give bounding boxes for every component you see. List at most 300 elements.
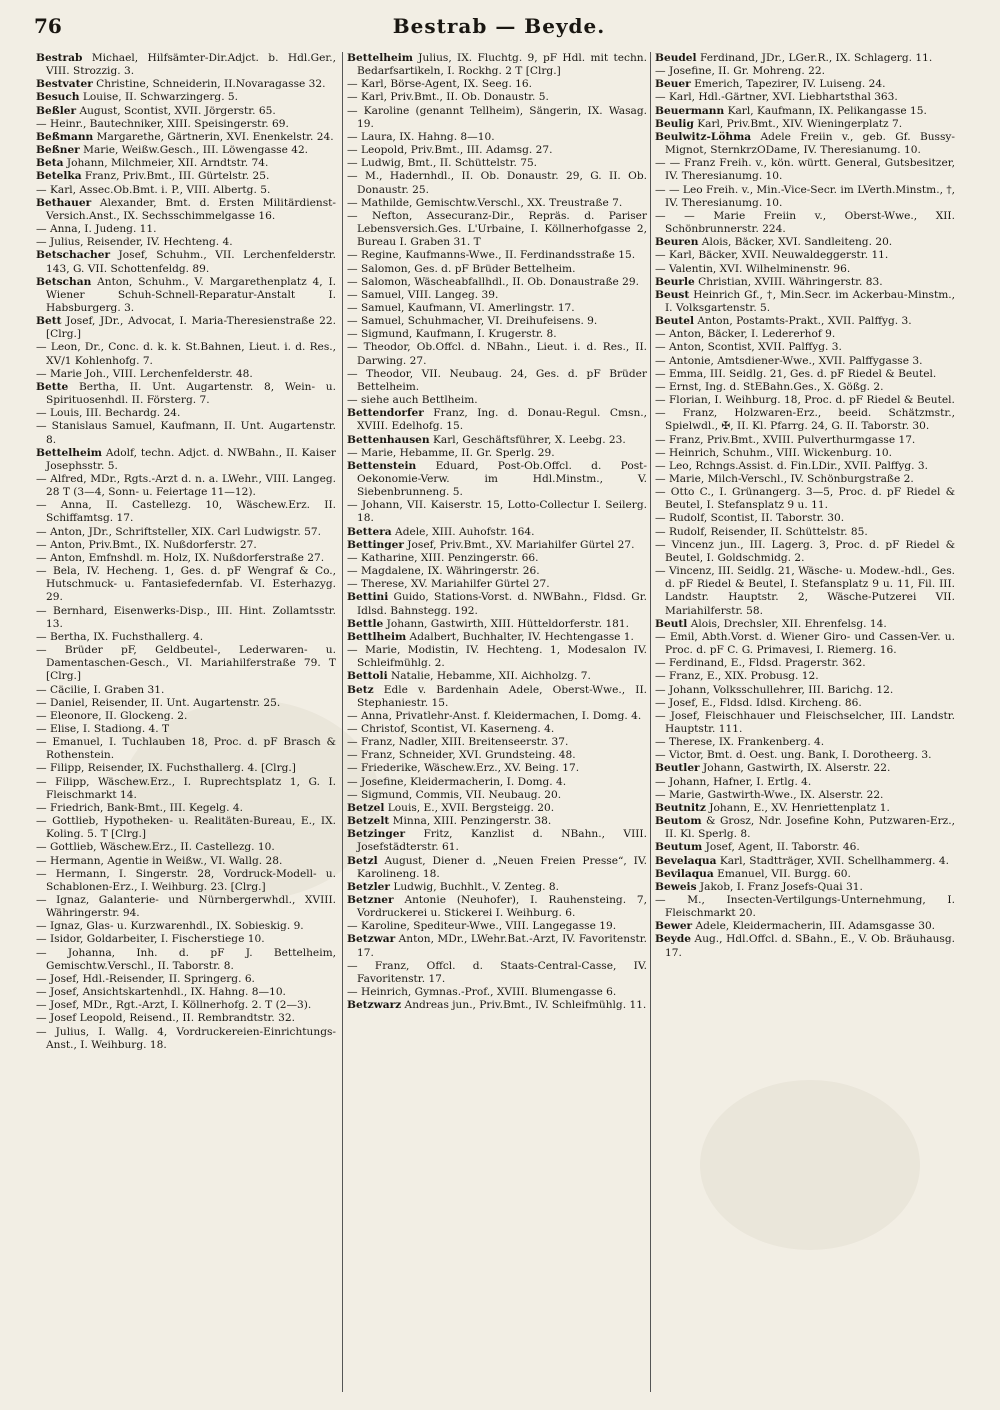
directory-entry — [36, 841, 336, 854]
entry-details: — M., Hadernhdl., II. Ob. Donaustr. 29, G. II. Ob. Donaustr. 25. — [347, 170, 647, 196]
directory-entry — [655, 184, 955, 210]
entry-surname: Bestrab — [36, 52, 83, 64]
column-3 — [655, 52, 955, 960]
entry-surname: Beust — [655, 288, 690, 301]
directory-entry — [36, 223, 336, 236]
entry-details: — Franz, Nadler, XIII. Breitenseerstr. 37. — [347, 736, 569, 749]
entry-surname: Betzwarz — [347, 999, 402, 1012]
entry-surname: Beutel — [655, 315, 695, 328]
entry-details: — Franz, Holzwaren-Erz., beeid. Schätzmstr., Spielwdl., ✠, II. Kl. Pfarrg. 24, G. II. Taborstr. 30. — [655, 407, 955, 433]
entry-details: — — Franz Freih. v., kön. württ. General, Gutsbesitzer, IV. Theresianumg. 10. — [655, 157, 955, 183]
directory-entry — [655, 157, 955, 183]
directory-entry — [347, 710, 647, 723]
directory-entry — [655, 868, 955, 881]
entry-details: — Josef, Fleischhauer und Fleischselcher, III. Landstr. Hauptstr. 111. — [655, 709, 955, 735]
entry-details: — Christof, Scontist, VI. Kaserneng. 4. — [347, 722, 555, 735]
entry-surname: Besuch — [36, 91, 80, 104]
directory-entry — [36, 1026, 336, 1052]
directory-entry — [655, 447, 955, 460]
entry-details: Guido, Stations-Vorst. d. NWBahn., Fldsd. Gr. Idlsd. Bahnstegg. 192. — [357, 591, 647, 617]
directory-entry — [655, 91, 955, 104]
directory-entry — [655, 315, 955, 328]
directory-entry — [36, 723, 336, 736]
directory-entry — [347, 52, 647, 78]
entry-details: Antonie (Neuhofer), I. Rauhensteing. 7, Vordruckerei u. Stickerei I. Weihburg. 6. — [357, 894, 647, 920]
directory-entry — [655, 670, 955, 683]
entry-surname: Bettle — [347, 617, 384, 630]
entry-details: Margarethe, Gärtnerin, XVI. Enenkelstr. 24. — [93, 130, 334, 143]
entry-details: — Anton, Emfnshdl. m. Holz, IX. Nußdorferstraße 27. — [36, 551, 325, 564]
directory-entry — [36, 802, 336, 815]
entry-details: Ludwig, Buchhlt., V. Zenteg. 8. — [389, 880, 560, 893]
directory-entry — [36, 999, 336, 1012]
entry-details: August, Diener d. „Neuen Freien Presse“, IV. Karolineng. 18. — [357, 854, 647, 880]
entry-surname: Beutom — [655, 815, 702, 828]
directory-entry — [347, 341, 647, 367]
directory-entry — [36, 118, 336, 131]
entry-details: — Gottlieb, Wäschew.Erz., II. Castellezg. 10. — [36, 841, 275, 854]
entry-details: — Theodor, VII. Neubaug. 24, Ges. d. pF Brüder Bettelheim. — [347, 367, 647, 393]
entry-details: — Julius, Reisender, IV. Hechteng. 4. — [36, 236, 233, 249]
directory-entry — [347, 762, 647, 775]
entry-details: — Sigmund, Commis, VII. Neubaug. 20. — [347, 788, 562, 801]
directory-entry — [36, 894, 336, 920]
entry-surname: Beutum — [655, 841, 703, 854]
directory-entry — [36, 315, 336, 341]
entry-details: — Therese, IX. Frankenberg. 4. — [655, 736, 825, 749]
entry-surname: Bettenstein — [347, 459, 417, 472]
entry-surname: Betzel — [347, 801, 385, 814]
directory-entry — [347, 920, 647, 933]
directory-entry — [36, 91, 336, 104]
entry-details: Johann, Gastwirth, XIII. Hütteldorferstr. 181. — [383, 617, 630, 630]
directory-entry — [36, 697, 336, 710]
directory-entry — [36, 236, 336, 249]
directory-entry — [655, 381, 955, 394]
directory-entry — [347, 723, 647, 736]
entry-surname: Bettera — [347, 525, 392, 538]
entry-surname: Beurle — [655, 275, 695, 288]
directory-entry — [36, 420, 336, 446]
directory-entry — [655, 236, 955, 249]
entry-details: — M., Insecten-Vertilgungs-Unternehmung, I. Fleischmarkt 20. — [655, 894, 955, 920]
entry-details: — Rudolf, Scontist, II. Taborstr. 30. — [655, 512, 845, 525]
entry-details: Adele, XIII. Auhofstr. 164. — [391, 525, 535, 538]
entry-details: — Magdalene, IX. Währingerstr. 26. — [347, 565, 540, 578]
directory-entry — [347, 684, 647, 710]
entry-details: — Marie, Gastwirth-Wwe., IX. Alserstr. 22. — [655, 788, 884, 801]
entry-details: Natalie, Hebamme, XII. Aichholzg. 7. — [387, 670, 591, 683]
directory-entry — [347, 302, 647, 315]
directory-entry — [36, 197, 336, 223]
entry-details: — Marie Joh., VIII. Lerchenfelderstr. 48. — [36, 367, 253, 380]
entry-details: — Valentin, XVI. Wilhelminenstr. 96. — [655, 262, 851, 275]
entry-details: Josef, Schuhm., VII. Lerchenfelderstr. 143, G. VII. Schottenfeldg. 89. — [46, 249, 336, 275]
directory-entry — [36, 1012, 336, 1025]
entry-details: — Louis, III. Bechardg. 24. — [36, 407, 181, 420]
entry-details: — Nefton, Assecuranz-Dir., Repräs. d. Pariser Lebensversich.Ges. L'Urbaine, I. Köllnerhofgasse 2, Bureau I. Graben 31. T — [347, 209, 647, 249]
entry-surname: Beuermann — [655, 104, 725, 117]
entry-surname: Beutnitz — [655, 801, 706, 814]
directory-entry — [347, 197, 647, 210]
entry-details: Adele, Kleidermacherin, III. Adamsgasse 30. — [692, 920, 936, 933]
entry-surname: Bettelheim — [347, 52, 413, 64]
entry-details: — Friederike, Wäschew.Erz., XV. Being. 17. — [347, 762, 580, 775]
directory-entry — [347, 131, 647, 144]
entry-details: — Karoline, Spediteur-Wwe., VIII. Langegasse 19. — [347, 920, 617, 933]
entry-details: — Gottlieb, Hypotheken- u. Realitäten-Bureau, E., IX. Koling. 5. T [Clrg.] — [36, 815, 336, 841]
directory-entry — [36, 157, 336, 170]
directory-entry — [347, 539, 647, 552]
directory-entry — [347, 315, 647, 328]
directory-entry — [347, 249, 647, 262]
directory-entry — [655, 434, 955, 447]
directory-entry — [36, 684, 336, 697]
entry-details: — Ludwig, Bmt., II. Schüttelstr. 75. — [347, 157, 538, 170]
directory-entry — [655, 920, 955, 933]
entry-surname: Beudel — [655, 52, 697, 64]
entry-details: — Bertha, IX. Fuchsthallerg. 4. — [36, 630, 204, 643]
directory-entry — [347, 144, 647, 157]
entry-details: — Isidor, Goldarbeiter, I. Fischerstiege 10. — [36, 933, 265, 946]
directory-entry — [655, 526, 955, 539]
directory-entry — [655, 710, 955, 736]
entry-surname: Betzner — [347, 894, 394, 906]
entry-details: Karl, Geschäftsführer, X. Leebg. 23. — [429, 433, 626, 446]
directory-entry — [655, 118, 955, 131]
entry-details: Andreas jun., Priv.Bmt., IV. Schleifmühlg. 11. — [401, 999, 647, 1012]
entry-details: Josef, Priv.Bmt., XV. Mariahilfer Gürtel 27. — [403, 538, 635, 551]
entry-surname: Beuer — [655, 78, 691, 91]
entry-details: Adele Freiin v., geb. Gf. Bussy-Mignot, SternkrzODame, IV. Theresianumg. 10. — [665, 130, 955, 157]
entry-surname: Bettelheim — [36, 446, 102, 459]
entry-details: — — Marie Freiin v., Oberst-Wwe., XII. Schönbrunnerstr. 224. — [655, 209, 955, 236]
directory-entry — [655, 486, 955, 512]
entry-surname: Beyde — [655, 933, 691, 946]
entry-details: — Johann, Volksschullehrer, III. Barichg. 12. — [655, 683, 894, 696]
entry-details: — Florian, I. Weihburg. 18, Proc. d. pF Riedel & Beutel. — [655, 394, 955, 407]
directory-entry — [655, 802, 955, 815]
directory-entry — [347, 394, 647, 407]
directory-entry — [655, 618, 955, 631]
directory-entry — [347, 591, 647, 617]
entry-details: — Emanuel, I. Tuchlauben 18, Proc. d. pF Brasch & Rothenstein. — [36, 736, 336, 762]
directory-entry — [655, 749, 955, 762]
entry-details: — Josef, MDr., Rgt.-Arzt, I. Köllnerhofg. 2. T (2—3). — [36, 999, 312, 1012]
entry-details: & Grosz, Ndr. Josefine Kohn, Putzwaren-Erz., II. Kl. Sperlg. 8. — [665, 815, 955, 841]
directory-entry — [347, 276, 647, 289]
entry-details: Emerich, Tapezirer, IV. Luiseng. 24. — [690, 78, 886, 91]
entry-details: Johann, Milchmeier, XII. Arndtstr. 74. — [63, 157, 269, 170]
directory-entry — [655, 52, 955, 65]
entry-surname: Bevelaqua — [655, 854, 717, 867]
entry-details: — Leo, Rchngs.Assist. d. Fin.LDir., XVII. Palffyg. 3. — [655, 459, 929, 472]
directory-entry — [36, 868, 336, 894]
entry-details: — siehe auch Bettlheim. — [347, 394, 478, 407]
entry-details: — Franz, Priv.Bmt., XVIII. Pulverthurmgasse 17. — [655, 433, 916, 446]
directory-entry — [655, 539, 955, 565]
directory-entry — [655, 512, 955, 525]
column-1 — [36, 52, 336, 1052]
directory-entry — [36, 736, 336, 762]
entry-details: — Karl, Priv.Bmt., II. Ob. Donaustr. 5. — [347, 91, 549, 104]
entry-details: Karl, Stadtträger, XVII. Schellhammerg. 4. — [716, 854, 949, 867]
directory-entry — [655, 276, 955, 289]
entry-surname: Beutl — [655, 617, 688, 630]
entry-surname: Betelka — [36, 170, 82, 183]
entry-surname: Beßmann — [36, 130, 94, 143]
directory-entry — [36, 710, 336, 723]
entry-details: — Bernhard, Eisenwerks-Disp., III. Hint. Zollamtsstr. 13. — [36, 604, 336, 630]
entry-details: — Karl, Assec.Ob.Bmt. i. P., VIII. Albertg. 5. — [36, 183, 271, 196]
directory-entry — [36, 249, 336, 275]
entry-surname: Bestvater — [36, 78, 93, 91]
entry-details: — Josefine, II. Gr. Mohreng. 22. — [655, 65, 825, 78]
entry-surname: Beweis — [655, 880, 697, 893]
directory-entry — [347, 736, 647, 749]
entry-details: — Otto C., I. Grünangerg. 3—5, Proc. d. pF Riedel & Beutel, I. Stefansplatz 9 u. 11. — [655, 486, 955, 512]
entry-surname: Bettoli — [347, 670, 388, 683]
entry-details: — Franz, E., XIX. Probusg. 12. — [655, 670, 819, 683]
entry-details: — — Leo Freih. v., Min.-Vice-Secr. im LVerth.Minstm., †, IV. Theresianumg. 10. — [655, 183, 955, 209]
entry-details: Christine, Schneiderin, II.Novaragasse 32. — [92, 78, 326, 91]
directory-entry — [36, 341, 336, 367]
directory-entry — [36, 762, 336, 775]
entry-details: — Vincenz jun., III. Lagerg. 3, Proc. d. pF Riedel & Beutel, I. Goldschmidg. 2. — [655, 538, 955, 564]
entry-details: — Karl, Börse-Agent, IX. Seeg. 16. — [347, 78, 533, 91]
entry-details: — Cäcilie, I. Graben 31. — [36, 683, 165, 696]
entry-details: — Emil, Abth.Vorst. d. Wiener Giro- und Cassen-Ver. u. Proc. d. pF C. G. Primavesi, I. Riemerg. 16. — [655, 630, 955, 657]
directory-entry — [36, 131, 336, 144]
entry-details: — Franz, Schneider, XVI. Grundsteing. 48. — [347, 749, 576, 762]
entry-details: — Marie, Milch-Verschl., IV. Schönburgstraße 2. — [655, 473, 914, 485]
entry-surname: Bette — [36, 380, 69, 393]
entry-details: Johann, Gastwirth, IX. Alserstr. 22. — [699, 762, 891, 775]
entry-details: Alexander, Bmt. d. Ersten Militärdienst-Versich.Anst., IX. Sechsschimmelgasse 16. — [46, 196, 336, 222]
directory-entry — [655, 657, 955, 670]
directory-entry — [36, 565, 336, 604]
entry-details: Anton, Postamts-Prakt., XVII. Palffyg. 3. — [694, 315, 912, 328]
directory-entry — [347, 999, 647, 1012]
directory-entry — [36, 776, 336, 802]
entry-details: — Anna, II. Castellezg. 10, Wäschew.Erz. II. Schiffamtsg. 17. — [36, 499, 336, 525]
entry-surname: Betschan — [36, 275, 92, 288]
directory-entry — [36, 473, 336, 499]
entry-details: — Anton, JDr., Schriftsteller, XIX. Carl Ludwigstr. 57. — [36, 525, 321, 538]
directory-entry — [36, 368, 336, 381]
entry-details: — Josef, Ansichtskartenhdl., IX. Hahng. 8—10. — [36, 986, 286, 999]
directory-entry — [36, 526, 336, 539]
directory-entry — [36, 973, 336, 986]
directory-entry — [655, 894, 955, 920]
entry-details: Alois, Bäcker, XVI. Sandleiteng. 20. — [698, 236, 893, 249]
entry-details: Johann, E., XV. Henriettenplatz 1. — [705, 801, 890, 814]
entry-details: — Rudolf, Reisender, II. Schüttelstr. 85. — [655, 525, 868, 538]
entry-details: — Josefine, Kleidermacherin, I. Domg. 4. — [347, 775, 567, 788]
entry-surname: Bettlheim — [347, 630, 407, 643]
entry-details: — Samuel, Kaufmann, VI. Amerlingstr. 17. — [347, 301, 575, 314]
entry-details: — Samuel, Schuhmacher, VI. Dreihufeisens. 9. — [347, 315, 598, 328]
directory-entry — [655, 762, 955, 775]
directory-entry — [655, 789, 955, 802]
directory-entry — [655, 460, 955, 473]
entry-details: Franz, Priv.Bmt., III. Gürtelstr. 25. — [81, 170, 270, 183]
entry-details: — Heinr., Bautechniker, XIII. Speisingerstr. 69. — [36, 117, 289, 130]
entry-details: Karl, Kaufmann, IX. Pelikangasse 15. — [724, 104, 927, 117]
entry-details: Minna, XIII. Penzingerstr. 38. — [389, 815, 552, 828]
entry-details: Adalbert, Buchhalter, IV. Hechtengasse 1. — [406, 630, 634, 643]
directory-entry — [36, 947, 336, 973]
entry-details: — Salomon, Wäscheabfallhdl., II. Ob. Donaustraße 29. — [347, 275, 640, 288]
entry-surname: Bewer — [655, 920, 693, 933]
directory-entry — [347, 933, 647, 959]
entry-details: — Josef Leopold, Reisend., II. Rembrandtstr. 32. — [36, 1012, 295, 1025]
entry-details: — Johann, Hafner, I. Ertlg. 4. — [655, 775, 812, 788]
entry-surname: Bettenhausen — [347, 433, 430, 446]
entry-details: Louis, E., XVII. Bergsteigg. 20. — [384, 801, 555, 814]
directory-entry — [655, 263, 955, 276]
directory-entry — [347, 578, 647, 591]
directory-entry — [655, 815, 955, 841]
page-title: Bestrab — Beyde. — [392, 14, 606, 38]
directory-entry — [36, 447, 336, 473]
directory-entry — [655, 341, 955, 354]
entry-details: — Bela, IV. Hecheng. 1, Ges. d. pF Wengraf & Co., Hutschmuck- u. Fantasiefedernfab. VI. Esterhazyg. 29. — [36, 565, 336, 604]
entry-details: Aug., Hdl.Offcl. d. SBahn., E., V. Ob. Bräuhausg. 17. — [665, 933, 955, 959]
entry-surname: Bevilaqua — [655, 867, 714, 880]
directory-entry — [36, 381, 336, 407]
entry-details: — Filipp, Reisender, IX. Fuchsthallerg. 4. [Clrg.] — [36, 762, 296, 775]
directory-entry — [36, 276, 336, 315]
entry-details: — Hermann, Agentie in Weißw., VI. Wallg. 28. — [36, 854, 283, 867]
directory-entry — [655, 105, 955, 118]
directory-entry — [347, 894, 647, 920]
entry-details: Josef, Agent, II. Taborstr. 46. — [702, 841, 860, 854]
directory-entry — [655, 473, 955, 486]
directory-entry — [655, 249, 955, 262]
entry-details: — Emma, III. Seidlg. 21, Ges. d. pF Riedel & Beutel. — [655, 367, 937, 380]
entry-details: — Ignaz, Glas- u. Kurzwarenhdl., IX. Sobieskig. 9. — [36, 920, 304, 933]
entry-details: — Filipp, Wäschew.Erz., I. Ruprechtsplatz 1, G. I. Fleischmarkt 14. — [36, 775, 336, 801]
entry-surname: Beta — [36, 157, 64, 170]
entry-details: — Karl, Bäcker, XVII. Neuwaldeggerstr. 11. — [655, 249, 889, 262]
entry-details: — Johann, VII. Kaiserstr. 15, Lotto-Collectur I. Seilerg. 18. — [347, 499, 647, 525]
directory-entry — [347, 828, 647, 854]
entry-details: — Stanislaus Samuel, Kaufmann, II. Unt. Augartenstr. 8. — [36, 420, 336, 446]
entry-details: — Leopold, Priv.Bmt., III. Adamsg. 27. — [347, 144, 553, 157]
directory-entry — [36, 105, 336, 118]
entry-details: Jakob, I. Franz Josefs-Quai 31. — [696, 880, 863, 893]
directory-entry — [347, 447, 647, 460]
directory-entry — [36, 933, 336, 946]
entry-details: Ferdinand, JDr., LGer.R., IX. Schlagerg. 11. — [696, 52, 933, 64]
entry-details: August, Scontist, XVII. Jörgerstr. 65. — [76, 104, 276, 117]
directory-entry — [347, 499, 647, 525]
entry-surname: Beßler — [36, 104, 77, 117]
directory-entry — [347, 78, 647, 91]
directory-entry — [36, 539, 336, 552]
paper-stain — [700, 1080, 920, 1250]
directory-entry — [655, 131, 955, 157]
entry-details: — Theodor, Ob.Offcl. d. NBahn., Lieut. i. d. Res., II. Darwing. 27. — [347, 341, 647, 367]
entry-details: — Daniel, Reisender, II. Unt. Augartenstr. 25. — [36, 696, 281, 709]
entry-details: Adolf, techn. Adjct. d. NWBahn., II. Kaiser Josephsstr. 5. — [46, 446, 336, 472]
directory-entry — [36, 986, 336, 999]
directory-entry — [347, 263, 647, 276]
entry-surname: Bethauer — [36, 196, 92, 209]
directory-entry — [655, 631, 955, 657]
entry-details: — Heinrich, Gymnas.-Prof., XVIII. Blumengasse 6. — [347, 986, 617, 999]
entry-surname: Beuren — [655, 236, 699, 249]
directory-entry — [655, 368, 955, 381]
entry-details: — Hermann, I. Singerstr. 28, Vordruck-Modell- u. Schablonen-Erz., I. Weihburg. 23. [Clrg.] — [36, 867, 336, 893]
directory-entry — [36, 815, 336, 841]
directory-entry — [36, 855, 336, 868]
column-divider — [650, 52, 651, 1392]
entry-details: Karl, Priv.Bmt., XIV. Wieningerplatz 7. — [693, 117, 903, 130]
entry-surname: Betzelt — [347, 815, 390, 828]
directory-entry — [36, 407, 336, 420]
directory-entry — [655, 355, 955, 368]
directory-entry — [347, 565, 647, 578]
directory-entry — [655, 841, 955, 854]
entry-surname: Bettinger — [347, 538, 404, 551]
directory-entry — [347, 526, 647, 539]
page-number: 76 — [34, 14, 62, 38]
entry-details: — Victor, Bmt. d. Oest. ung. Bank, I. Dorotheerg. 3. — [655, 749, 932, 762]
directory-entry — [36, 552, 336, 565]
entry-surname: Bettini — [347, 591, 389, 604]
entry-surname: Beulig — [655, 117, 694, 130]
entry-details: Emanuel, VII. Burgg. 60. — [713, 867, 851, 880]
directory-entry — [655, 78, 955, 91]
entry-details: — Salomon, Ges. d. pF Brüder Bettelheim. — [347, 262, 576, 275]
entry-surname: Betzler — [347, 880, 390, 893]
entry-details: — Johanna, Inh. d. pF J. Bettelheim, Gemischtw.Verschl., II. Taborstr. 8. — [36, 946, 336, 972]
directory-entry — [347, 749, 647, 762]
entry-details: — Josef, E., Fldsd. Idlsd. Kircheng. 86. — [655, 696, 862, 709]
entry-details: — Katharine, XIII. Penzingerstr. 66. — [347, 551, 539, 564]
directory-entry — [347, 105, 647, 131]
entry-details: — Leon, Dr., Conc. d. k. k. St.Bahnen, Lieut. i. d. Res., XV/1 Kohlenhofg. 7. — [36, 341, 336, 367]
directory-entry — [347, 91, 647, 104]
directory-entry — [655, 684, 955, 697]
directory-entry — [36, 644, 336, 683]
directory-entry — [347, 986, 647, 999]
directory-entry — [655, 565, 955, 618]
directory-entry — [655, 289, 955, 315]
entry-details: Anton, Schuhm., V. Margarethenplatz 4, I. Wiener Schuh-Schnell-Reparatur-Anstalt I. Habsburgerg. 3. — [46, 275, 336, 314]
directory-entry — [347, 552, 647, 565]
directory-entry — [347, 210, 647, 249]
directory-entry — [347, 407, 647, 433]
directory-entry — [347, 157, 647, 170]
directory-entry — [347, 644, 647, 670]
entry-surname: Betzl — [347, 854, 378, 867]
entry-details: — Brüder pF, Geldbeutel-, Lederwaren- u. Damentaschen-Gesch., VI. Mariahilferstraße 79. T [Clrg.] — [36, 644, 336, 683]
directory-entry — [655, 933, 955, 959]
entry-surname: Betzwar — [347, 933, 396, 946]
directory-entry — [347, 368, 647, 394]
column-divider — [342, 52, 343, 1392]
directory-entry — [347, 328, 647, 341]
entry-details: Christian, XVIII. Währingerstr. 83. — [694, 275, 883, 288]
entry-details: — Elise, I. Stadiong. 4. T — [36, 722, 170, 735]
entry-surname: Beulwitz-Löhma — [655, 130, 752, 143]
entry-details: — Karl, Hdl.-Gärtner, XVI. Liebhartsthal 363. — [655, 91, 898, 104]
entry-details: — Julius, I. Wallg. 4, Vordruckereien-Einrichtungs-Anst., I. Weihburg. 18. — [36, 1025, 336, 1051]
entry-details: — Franz, Offcl. d. Staats-Central-Casse, IV. Favoritenstr. 17. — [347, 959, 647, 985]
